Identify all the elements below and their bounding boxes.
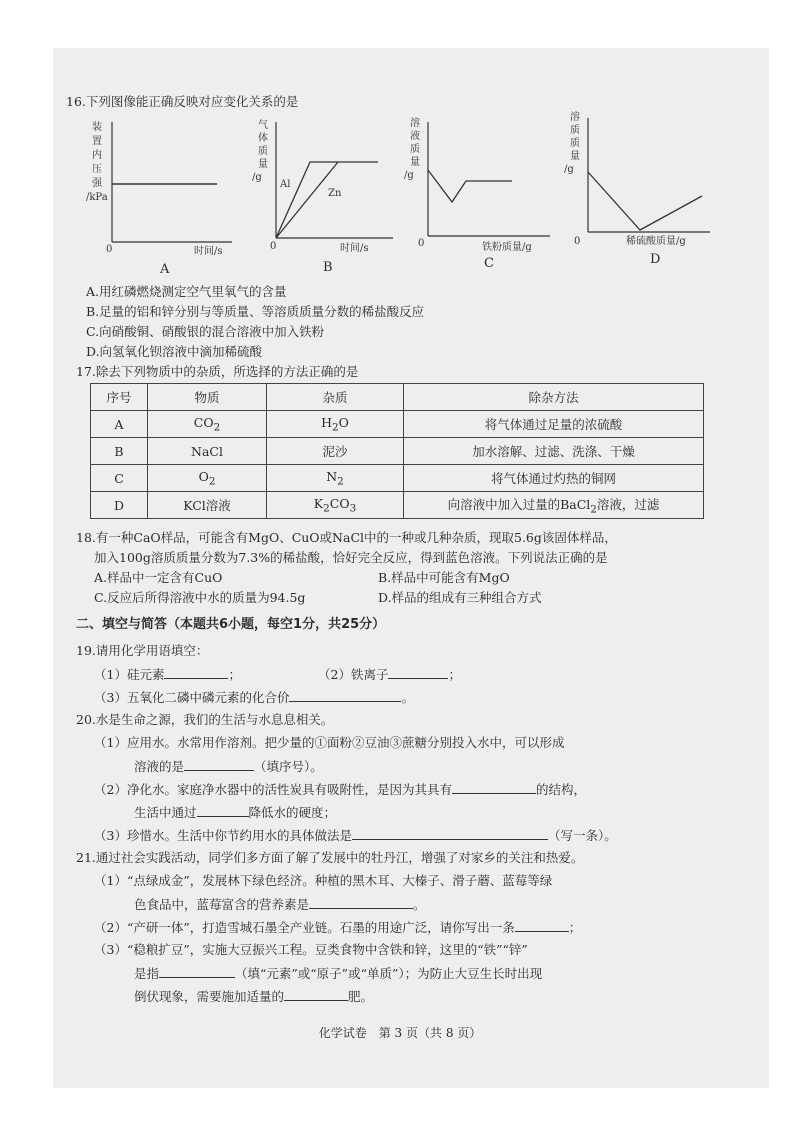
answer-blank[interactable] — [184, 758, 254, 771]
graph-ylabel-char: 量 — [258, 159, 268, 170]
graph-c-letter: C — [484, 256, 494, 271]
answer-blank[interactable] — [352, 827, 548, 840]
graph-a — [82, 112, 252, 262]
q16-option-d: D.向氢氧化钡溶液中滴加稀硫酸 — [86, 344, 263, 359]
row-no: B — [91, 438, 148, 465]
graph-ylabel-char: 质 — [410, 144, 420, 155]
graph-a-origin: 0 — [106, 244, 113, 255]
q18-option-d: D.样品的组成有三种组合方式 — [378, 590, 542, 605]
answer-blank[interactable] — [159, 965, 235, 978]
graph-ylabel-char: 内 — [92, 150, 102, 161]
q17-stem: 17.除去下列物质中的杂质，所选择的方法正确的是 — [76, 364, 359, 379]
q19-part1: （1）硅元素 ； — [94, 667, 241, 682]
graph-ylabel-char: 装 — [92, 122, 102, 133]
header-no: 序号 — [91, 384, 148, 411]
row-no: C — [91, 465, 148, 492]
q19-part2: （2）铁离子 ； — [318, 667, 461, 682]
q18-line2: 加入100g溶质质量分数为7.3%的稀盐酸，恰好完全反应，得到蓝色溶液。下列说法正确的是 — [94, 550, 608, 565]
graph-b-zn-label: Zn — [328, 188, 342, 199]
graph-ylabel-char: 溶 — [410, 118, 420, 129]
table-row — [91, 438, 704, 465]
q21-part3-line1: （3）“稳粮扩豆”，实施大豆振兴工程。豆类食物中含铁和锌，这里的“铁”“锌” — [94, 942, 528, 957]
q21-part1-line2: 色食品中，蓝莓富含的营养素是 。 — [134, 897, 426, 912]
header-substance: 物质 — [148, 384, 267, 411]
q20-part1-line2: 溶液的是 （填序号）。 — [134, 759, 323, 774]
graph-a-xlabel: 时间/s — [194, 246, 223, 257]
q21-part2: （2）“产研一体”，打造雪城石墨全产业链。石墨的用途广泛，请你写出一条 ； — [94, 920, 582, 935]
row-impurity: $H_2O$ — [267, 411, 404, 438]
graph-b — [248, 112, 408, 262]
table-header-row — [91, 384, 704, 411]
q18-line1: 18.有一种CaO样品，可能含有MgO、CuO或NaCl中的一种或几种杂质，现取5.6g该固体样品， — [76, 530, 617, 545]
answer-blank[interactable] — [164, 666, 228, 679]
q20-part2-line2: 生活中通过 降低水的硬度； — [134, 805, 337, 820]
graph-c-xlabel: 铁粉质量/g — [482, 242, 532, 253]
answer-blank[interactable] — [284, 988, 348, 1001]
row-impurity: $K_2CO_3$ — [267, 492, 404, 519]
graph-d-origin: 0 — [574, 236, 581, 247]
graph-d-letter: D — [650, 252, 661, 267]
row-method: 将气体通过足量的浓硫酸 — [404, 411, 704, 438]
table-row — [91, 411, 704, 438]
graph-ylabel-char: /g — [252, 172, 262, 183]
q18-option-b: B.样品中可能含有MgO — [378, 570, 510, 585]
q16-option-b: B.足量的铝和锌分别与等质量、等溶质质量分数的稀盐酸反应 — [86, 304, 425, 319]
graph-ylabel-char: 溶 — [570, 112, 580, 123]
q21-part3-line3: 倒伏现象，需要施加适量的 肥。 — [134, 989, 374, 1004]
answer-blank[interactable] — [289, 689, 401, 702]
graph-ylabel-char: 气 — [258, 120, 268, 131]
table-row — [91, 465, 704, 492]
graph-ylabel-char: 量 — [570, 151, 580, 162]
q18-option-c: C.反应后所得溶液中水的质量为94.5g — [94, 590, 306, 605]
answer-blank[interactable] — [197, 804, 249, 817]
q19-stem: 19.请用化学用语填空： — [76, 643, 209, 658]
q19-part3: （3）五氧化二磷中磷元素的化合价 。 — [94, 690, 414, 705]
row-substance: $O_2$ — [148, 465, 267, 492]
q18-option-a: A.样品中一定含有CuO — [94, 570, 223, 585]
graph-b-xlabel: 时间/s — [340, 243, 369, 254]
graph-ylabel-char: 置 — [92, 136, 102, 147]
header-method: 除杂方法 — [404, 384, 704, 411]
header-impurity: 杂质 — [267, 384, 404, 411]
answer-blank[interactable] — [388, 666, 448, 679]
graph-d-xlabel: 稀硫酸质量/g — [626, 236, 686, 247]
q20-part2-line1: （2）净化水。家庭净水器中的活性炭具有吸附性，是因为其具有 的结构， — [94, 782, 586, 797]
q17-table — [90, 383, 704, 519]
graph-d — [560, 112, 720, 262]
graph-ylabel-char: /g — [564, 164, 574, 175]
answer-blank[interactable] — [309, 896, 413, 909]
row-substance: $CO_2$ — [148, 411, 267, 438]
q20-stem: 20.水是生命之源，我们的生活与水息息相关。 — [76, 712, 334, 727]
q21-part3-line2: 是指 （填“元素”或“原子”或“单质”）；为防止大豆生长时出现 — [134, 966, 543, 981]
table-row — [91, 492, 704, 519]
q20-part1-line1: （1）应用水。水常用作溶剂。把少量的①面粉②豆油③蔗糖分别投入水中，可以形成 — [94, 735, 565, 750]
row-method: 将气体通过灼热的铜网 — [404, 465, 704, 492]
graph-ylabel-char: 质 — [570, 125, 580, 136]
section-2-heading: 二、填空与简答（本题共6小题，每空1分，共25分） — [76, 617, 386, 632]
graph-c — [400, 112, 560, 262]
q16-option-c: C.向硝酸铜、硝酸银的混合溶液中加入铁粉 — [86, 324, 325, 339]
page-footer: 化学试卷 第 3 页（共 8 页） — [318, 1026, 482, 1040]
graph-b-al-label: Al — [280, 179, 291, 190]
row-method: 向溶液中加入过量的BaCl$_2$溶液，过滤 — [404, 492, 704, 519]
q16-stem: 16.下列图像能正确反映对应变化关系的是 — [66, 94, 299, 109]
graph-ylabel-char: 体 — [258, 133, 268, 144]
graph-ylabel-char: 强 — [92, 178, 102, 189]
graph-ylabel-char: 压 — [92, 164, 102, 175]
q16-option-a: A.用红磷燃烧测定空气里氧气的含量 — [86, 284, 287, 299]
row-method: 加水溶解、过滤、洗涤、干燥 — [404, 438, 704, 465]
graph-ylabel-char: 质 — [570, 138, 580, 149]
row-substance: KCl溶液 — [148, 492, 267, 519]
q21-part1-line1: （1）“点绿成金”，发展林下绿色经济。种植的黑木耳、大榛子、滑子蘑、蓝莓等绿 — [94, 873, 553, 888]
graph-c-origin: 0 — [418, 238, 425, 249]
graph-a-letter: A — [160, 262, 170, 277]
row-impurity: $N_2$ — [267, 465, 404, 492]
q20-part3: （3）珍惜水。生活中你节约用水的具体做法是 （写一条）。 — [94, 828, 617, 843]
q21-stem: 21.通过社会实践活动，同学们多方面了解了发展中的牡丹江，增强了对家乡的关注和热爱。 — [76, 850, 584, 865]
row-impurity: 泥沙 — [267, 438, 404, 465]
answer-blank[interactable] — [452, 781, 536, 794]
graph-ylabel-char: 质 — [258, 146, 268, 157]
graph-ylabel-char: /kPa — [86, 192, 108, 203]
graph-ylabel-char: 量 — [410, 157, 420, 168]
graph-b-letter: B — [323, 260, 333, 275]
graph-b-origin: 0 — [270, 241, 277, 252]
answer-blank[interactable] — [515, 919, 569, 932]
graph-ylabel-char: 液 — [410, 131, 420, 142]
row-substance: NaCl — [148, 438, 267, 465]
row-no: A — [91, 411, 148, 438]
row-no: D — [91, 492, 148, 519]
graph-ylabel-char: /g — [404, 170, 414, 181]
